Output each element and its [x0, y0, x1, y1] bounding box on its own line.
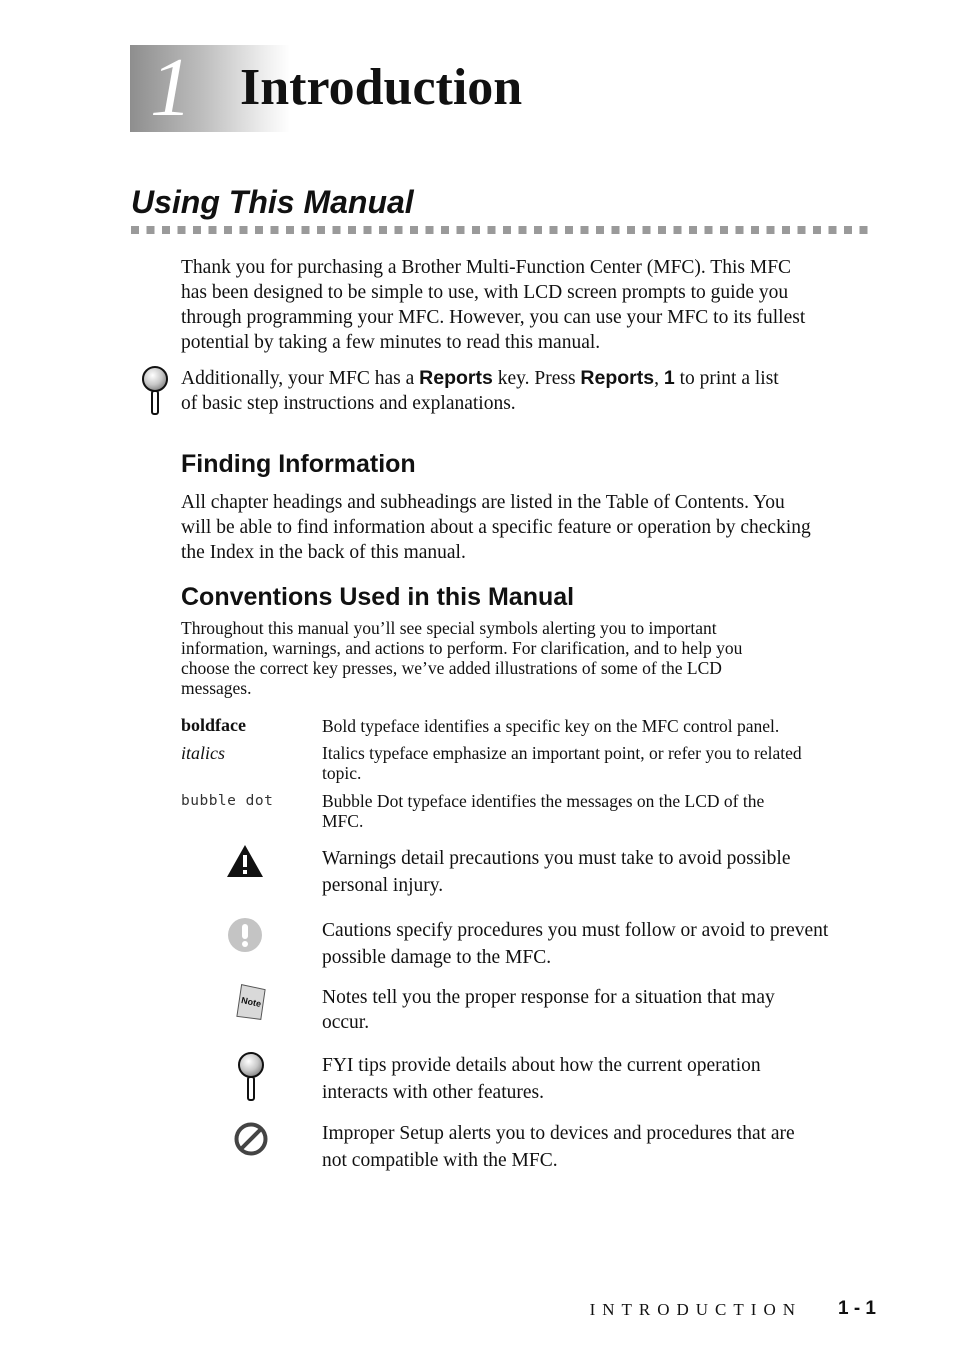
note-icon	[232, 983, 270, 1023]
warning-icon	[226, 844, 264, 878]
section-title: Using This Manual	[131, 184, 414, 220]
conventions-heading: Conventions Used in this Manual	[181, 583, 575, 611]
section-divider	[131, 226, 873, 234]
term-boldface: boldface	[181, 715, 246, 735]
page-number: 1 - 1	[837, 1298, 876, 1319]
intro-paragraph: Thank you for purchasing a Brother Multi-Function Center (MFC). This MFC has been designed to be simple to use, with LCD screen prompts to guide you through programming your MFC. However, you can use your MFC to its fullest potential by taking a few minutes to read this manual.	[181, 257, 806, 353]
desc-bubble-dot: Bubble Dot typeface identifies the messages on the LCD of the MFC.	[322, 791, 765, 831]
reports-key: Reports	[419, 367, 493, 389]
desc-italics: Italics typeface emphasize an important point, or refer you to related topic.	[322, 743, 802, 783]
finding-information-paragraph: All chapter headings and subheadings are listed in the Table of Contents. You will be able to find information about a specific feature or operation by checking the Index in the back of this manual.	[181, 492, 811, 563]
footer-chapter-label: INTRODUCTION	[589, 1300, 802, 1319]
caution-description: Cautions specify procedures you must follow or avoid to prevent possible damage to the MFC.	[322, 920, 829, 968]
fyi-description: FYI tips provide details about how the current operation interacts with other features.	[322, 1055, 761, 1103]
fyi-pin-icon	[141, 366, 169, 416]
note-icon-label: Note	[240, 995, 263, 1009]
chapter-number: 1	[150, 41, 192, 134]
finding-information-heading: Finding Information	[181, 450, 416, 478]
improper-setup-description: Improper Setup alerts you to devices and procedures that are not compatible with the MFC.	[322, 1123, 795, 1171]
fyi-pin-icon	[237, 1052, 265, 1102]
caution-icon	[227, 917, 263, 953]
prohibited-icon	[233, 1121, 269, 1157]
term-italics: italics	[181, 743, 225, 763]
key-1: 1	[663, 367, 675, 389]
note-description: Notes tell you the proper response for a situation that may occur.	[322, 987, 775, 1033]
conventions-paragraph: Throughout this manual you’ll see special symbols alerting you to important information, warnings, and actions to perform. For clarification, and to help you choose the correct key presses, we’ve added illustrations of some of the LCD messages.	[181, 618, 743, 698]
warning-description: Warnings detail precautions you must take to avoid possible personal injury.	[322, 848, 791, 896]
desc-boldface: Bold typeface identifies a specific key on the MFC control panel.	[322, 716, 780, 736]
chapter-title: Introduction	[240, 59, 523, 116]
term-bubble-dot: bubble dot	[181, 793, 274, 809]
tip-paragraph: Additionally, your MFC has a Reports key. Press Reports, 1 to print a list of basic step instructions and explanations.	[181, 367, 779, 414]
reports-key: Reports	[580, 367, 655, 389]
